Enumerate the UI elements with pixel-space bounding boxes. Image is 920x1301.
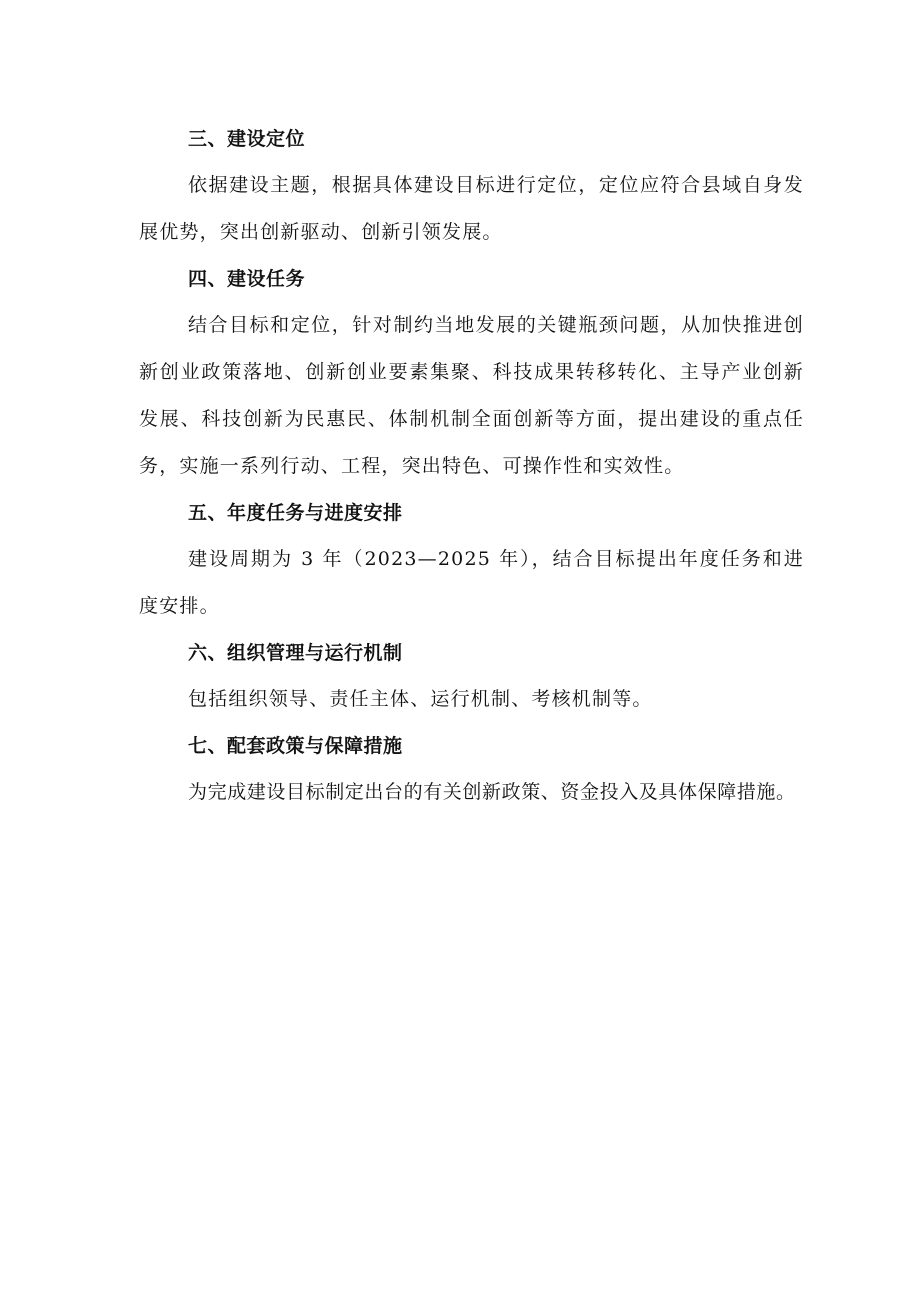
- section-positioning: [139, 116, 804, 256]
- section-paragraph: 包括组织领导、责任主体、运行机制、考核机制等。: [188, 688, 653, 710]
- section-organization: [139, 630, 804, 723]
- section-heading: 五、年度任务与进度安排: [188, 502, 403, 524]
- section-paragraph: 结合目标和定位，针对制约当地发展的关键瓶颈问题，从加快推进创新创业政策落地、创新创业要素集聚、科技成果转移转化、主导产业创新发展、科技创新为民惠民、体制机制全面创新等方面，提出建设的重点任务，实施一系列行动、工程，突出特色、可操作性和实效性。: [139, 314, 804, 477]
- section-paragraph: 为完成建设目标制定出台的有关创新政策、资金投入及具体保障措施。: [188, 781, 796, 803]
- section-policy-support: [139, 723, 804, 816]
- section-annual-schedule: [139, 490, 804, 630]
- section-heading: 四、建设任务: [188, 268, 306, 290]
- section-heading: 七、配套政策与保障措施: [188, 735, 403, 757]
- section-heading: 六、组织管理与运行机制: [188, 642, 403, 664]
- section-paragraph: 依据建设主题，根据具体建设目标进行定位，定位应符合县域自身发展优势，突出创新驱动、创新引领发展。: [139, 174, 804, 243]
- section-tasks: [139, 256, 804, 490]
- section-heading: 三、建设定位: [188, 128, 306, 150]
- section-paragraph: 建设周期为 3 年（2023—2025 年），结合目标提出年度任务和进度安排。: [139, 548, 804, 617]
- document-body: [139, 116, 804, 816]
